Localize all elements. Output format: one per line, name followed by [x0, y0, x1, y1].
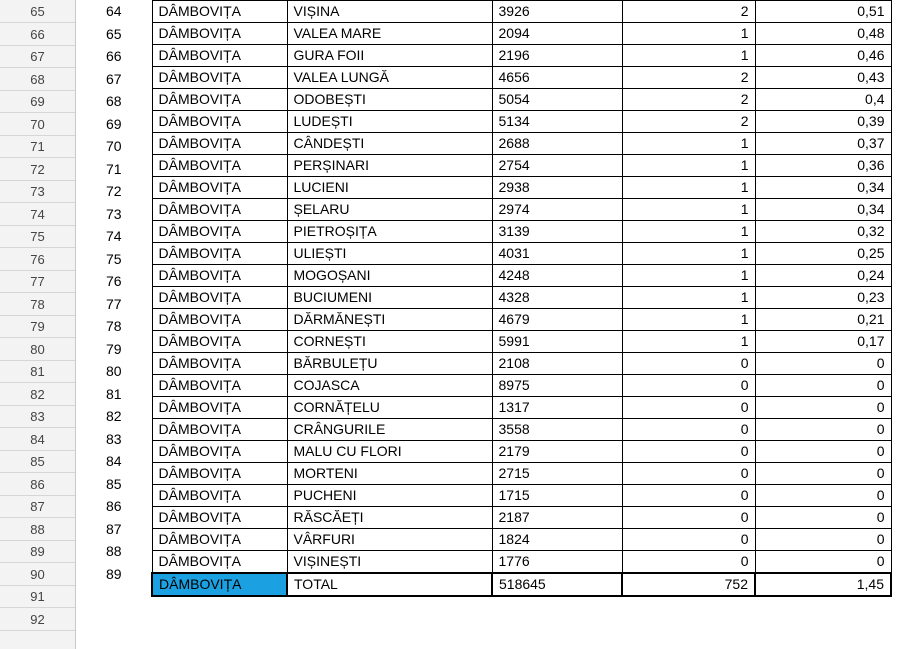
county-cell[interactable]: DÂMBOVIȚA	[152, 111, 287, 133]
locality-cell[interactable]: RĂSCĂEȚI	[287, 507, 492, 529]
row-index-cell[interactable]: 67	[106, 70, 122, 87]
row-header[interactable]: 86	[0, 473, 75, 496]
table-row	[152, 111, 891, 133]
row-header[interactable]: 73	[0, 180, 75, 203]
total-rate-cell[interactable]: 1,45	[755, 573, 891, 596]
row-header[interactable]: 92	[0, 608, 75, 631]
locality-cell[interactable]: CRÂNGURILE	[287, 419, 492, 441]
locality-cell[interactable]: PIETROȘIȚA	[287, 221, 492, 243]
population-cell[interactable]: 2108	[492, 353, 622, 375]
count-cell[interactable]: 1	[622, 265, 755, 287]
count-cell[interactable]: 0	[622, 375, 755, 397]
row-index-cell[interactable]: 89	[106, 565, 122, 582]
row-header[interactable]: 76	[0, 248, 75, 271]
population-cell[interactable]: 2715	[492, 463, 622, 485]
count-cell[interactable]: 1	[622, 45, 755, 67]
row-index-cell[interactable]: 76	[106, 273, 122, 289]
table-row	[152, 221, 891, 243]
row-header[interactable]: 77	[0, 270, 75, 293]
table-row	[152, 441, 891, 463]
row-header[interactable]: 75	[0, 225, 75, 248]
population-cell[interactable]: 8975	[492, 375, 622, 397]
row-index-cell[interactable]: 85	[106, 475, 122, 492]
count-cell[interactable]: 0	[622, 397, 755, 419]
row-index-cell[interactable]: 78	[106, 318, 122, 334]
county-cell[interactable]: DÂMBOVIȚA	[152, 67, 287, 89]
row-index-cell[interactable]: 70	[106, 138, 122, 154]
population-cell[interactable]: 2094	[492, 23, 622, 45]
locality-cell[interactable]: VALEA LUNGĂ	[287, 67, 492, 89]
row-header-column	[0, 0, 76, 649]
rate-cell[interactable]: 0,39	[755, 111, 891, 133]
row-header[interactable]: 90	[0, 563, 75, 586]
row-header[interactable]: 81	[0, 360, 75, 383]
table-row	[152, 23, 891, 45]
county-cell[interactable]: DÂMBOVIȚA	[152, 507, 287, 529]
locality-cell[interactable]: MORTENI	[287, 463, 492, 485]
data-table	[151, 0, 892, 597]
row-header[interactable]: 83	[0, 405, 75, 428]
row-header[interactable]: 65	[0, 0, 75, 23]
rate-cell[interactable]: 0,24	[755, 265, 891, 287]
county-cell[interactable]: DÂMBOVIȚA	[152, 353, 287, 375]
count-cell[interactable]: 2	[622, 89, 755, 111]
row-header[interactable]: 74	[0, 203, 75, 226]
locality-cell[interactable]: CORNEȘTI	[287, 331, 492, 353]
row-header[interactable]: 88	[0, 518, 75, 541]
row-index-cell[interactable]: 73	[106, 205, 122, 222]
county-cell[interactable]: DÂMBOVIȚA	[152, 331, 287, 353]
rate-cell[interactable]: 0	[755, 375, 891, 397]
row-index-cell[interactable]: 84	[106, 453, 122, 469]
count-cell[interactable]: 2	[622, 67, 755, 89]
county-cell[interactable]: DÂMBOVIȚA	[152, 551, 287, 574]
locality-cell[interactable]: ULIEȘTI	[287, 243, 492, 265]
locality-cell[interactable]: MOGOȘANI	[287, 265, 492, 287]
county-cell[interactable]: DÂMBOVIȚA	[152, 529, 287, 551]
locality-cell[interactable]: VÂRFURI	[287, 529, 492, 551]
row-header[interactable]: 72	[0, 158, 75, 181]
rate-cell[interactable]: 0	[755, 397, 891, 419]
county-cell[interactable]: DÂMBOVIȚA	[152, 485, 287, 507]
locality-cell[interactable]: VIȘINEȘTI	[287, 551, 492, 574]
row-header[interactable]: 70	[0, 113, 75, 136]
table-row	[152, 309, 891, 331]
table-row	[152, 45, 891, 67]
county-cell[interactable]: DÂMBOVIȚA	[152, 177, 287, 199]
county-cell[interactable]: DÂMBOVIȚA	[152, 243, 287, 265]
count-cell[interactable]: 1	[622, 23, 755, 45]
locality-cell[interactable]: BUCIUMENI	[287, 287, 492, 309]
rate-cell[interactable]: 0	[755, 551, 891, 574]
rate-cell[interactable]: 0,48	[755, 23, 891, 45]
population-cell[interactable]: 2688	[492, 133, 622, 155]
rate-cell[interactable]: 0,21	[755, 309, 891, 331]
total-county-cell[interactable]: DÂMBOVIȚA	[152, 573, 287, 596]
population-cell[interactable]: 1715	[492, 485, 622, 507]
rate-cell[interactable]: 0,37	[755, 133, 891, 155]
table-row	[152, 507, 891, 529]
locality-cell[interactable]: PUCHENI	[287, 485, 492, 507]
table-row	[152, 199, 891, 221]
locality-cell[interactable]: VIȘINA	[287, 1, 492, 23]
count-cell[interactable]: 2	[622, 1, 755, 23]
county-cell[interactable]: DÂMBOVIȚA	[152, 155, 287, 177]
count-cell[interactable]: 1	[622, 287, 755, 309]
rate-cell[interactable]: 0,51	[755, 1, 891, 23]
population-cell[interactable]: 1317	[492, 397, 622, 419]
table-row	[152, 551, 891, 574]
population-cell[interactable]: 1824	[492, 529, 622, 551]
count-cell[interactable]: 1	[622, 199, 755, 221]
table-row	[152, 529, 891, 551]
table-row	[152, 353, 891, 375]
county-cell[interactable]: DÂMBOVIȚA	[152, 45, 287, 67]
table-row	[152, 419, 891, 441]
count-cell[interactable]: 0	[622, 485, 755, 507]
row-header[interactable]: 71	[0, 135, 75, 158]
rate-cell[interactable]: 0,25	[755, 243, 891, 265]
row-index-cell[interactable]: 88	[106, 543, 122, 559]
population-cell[interactable]: 2187	[492, 507, 622, 529]
locality-cell[interactable]: ODOBEȘTI	[287, 89, 492, 111]
count-cell[interactable]: 0	[622, 419, 755, 441]
row-header[interactable]: 87	[0, 495, 75, 518]
rate-cell[interactable]: 0,23	[755, 287, 891, 309]
table-row	[152, 375, 891, 397]
population-cell[interactable]: 2974	[492, 199, 622, 221]
county-cell[interactable]: DÂMBOVIȚA	[152, 199, 287, 221]
population-cell[interactable]: 4656	[492, 67, 622, 89]
county-cell[interactable]: DÂMBOVIȚA	[152, 133, 287, 155]
row-header[interactable]: 78	[0, 293, 75, 316]
population-cell[interactable]: 2754	[492, 155, 622, 177]
county-cell[interactable]: DÂMBOVIȚA	[152, 397, 287, 419]
population-cell[interactable]: 4679	[492, 309, 622, 331]
row-index-cell[interactable]: 87	[106, 520, 122, 537]
locality-cell[interactable]: PERȘINARI	[287, 155, 492, 177]
rate-cell[interactable]: 0	[755, 441, 891, 463]
locality-cell[interactable]: LUCIENI	[287, 177, 492, 199]
count-cell[interactable]: 0	[622, 529, 755, 551]
count-cell[interactable]: 0	[622, 441, 755, 463]
locality-cell[interactable]: MALU CU FLORI	[287, 441, 492, 463]
locality-cell[interactable]: CÂNDEȘTI	[287, 133, 492, 155]
rate-cell[interactable]: 0,32	[755, 221, 891, 243]
locality-cell[interactable]: GURA FOII	[287, 45, 492, 67]
rate-cell[interactable]: 0,34	[755, 177, 891, 199]
count-cell[interactable]: 1	[622, 155, 755, 177]
county-cell[interactable]: DÂMBOVIȚA	[152, 265, 287, 287]
locality-cell[interactable]: CORNĂȚELU	[287, 397, 492, 419]
locality-cell[interactable]: COJASCA	[287, 375, 492, 397]
count-cell[interactable]: 1	[622, 243, 755, 265]
total-count-cell[interactable]: 752	[622, 573, 755, 596]
locality-cell[interactable]: DĂRMĂNEȘTI	[287, 309, 492, 331]
table-row	[152, 89, 891, 111]
count-cell[interactable]: 0	[622, 551, 755, 574]
row-header[interactable]: 80	[0, 338, 75, 361]
row-header[interactable]: 82	[0, 383, 75, 406]
rate-cell[interactable]: 0,17	[755, 331, 891, 353]
county-cell[interactable]: DÂMBOVIȚA	[152, 419, 287, 441]
row-index-cell[interactable]: 81	[106, 385, 122, 402]
row-header[interactable]: 79	[0, 315, 75, 338]
county-cell[interactable]: DÂMBOVIȚA	[152, 375, 287, 397]
population-cell[interactable]: 3926	[492, 1, 622, 23]
rate-cell[interactable]: 0	[755, 529, 891, 551]
county-cell[interactable]: DÂMBOVIȚA	[152, 441, 287, 463]
population-cell[interactable]: 3139	[492, 221, 622, 243]
population-cell[interactable]: 1776	[492, 551, 622, 574]
rate-cell[interactable]: 0,36	[755, 155, 891, 177]
rate-cell[interactable]: 0	[755, 507, 891, 529]
county-cell[interactable]: DÂMBOVIȚA	[152, 221, 287, 243]
count-cell[interactable]: 1	[622, 331, 755, 353]
locality-cell[interactable]: ȘELARU	[287, 199, 492, 221]
count-cell[interactable]: 1	[622, 221, 755, 243]
rate-cell[interactable]: 0	[755, 419, 891, 441]
table-row	[152, 67, 891, 89]
row-index-cell[interactable]: 72	[106, 183, 122, 199]
count-cell[interactable]: 1	[622, 177, 755, 199]
count-cell[interactable]: 0	[622, 353, 755, 375]
row-index-cell[interactable]: 74	[106, 228, 122, 244]
row-index-cell[interactable]: 69	[106, 115, 122, 132]
row-index-cell[interactable]: 68	[106, 93, 122, 109]
total-locality-cell[interactable]: TOTAL	[287, 573, 492, 596]
row-index-cell[interactable]: 77	[106, 295, 122, 312]
row-index-cell[interactable]: 64	[106, 3, 122, 19]
row-header[interactable]: 85	[0, 450, 75, 473]
row-index-cell[interactable]: 66	[106, 48, 122, 64]
table-row	[152, 1, 891, 23]
table-row	[152, 155, 891, 177]
count-cell[interactable]: 0	[622, 463, 755, 485]
row-index-cell[interactable]: 80	[106, 363, 122, 379]
row-header[interactable]: 68	[0, 68, 75, 91]
population-cell[interactable]: 4328	[492, 287, 622, 309]
table-row	[152, 243, 891, 265]
population-cell[interactable]: 2179	[492, 441, 622, 463]
rate-cell[interactable]: 0	[755, 353, 891, 375]
population-cell[interactable]: 3558	[492, 419, 622, 441]
row-index-cell[interactable]: 71	[106, 160, 122, 177]
county-cell[interactable]: DÂMBOVIȚA	[152, 309, 287, 331]
county-cell[interactable]: DÂMBOVIȚA	[152, 23, 287, 45]
count-cell[interactable]: 1	[622, 133, 755, 155]
population-cell[interactable]: 5134	[492, 111, 622, 133]
rate-cell[interactable]: 0,34	[755, 199, 891, 221]
county-cell[interactable]: DÂMBOVIȚA	[152, 287, 287, 309]
row-index-cell[interactable]: 83	[106, 430, 122, 447]
total-row	[152, 573, 891, 596]
row-index-cell[interactable]: 65	[106, 25, 122, 42]
row-index-cell[interactable]: 75	[106, 250, 122, 267]
count-cell[interactable]: 2	[622, 111, 755, 133]
row-header[interactable]: 69	[0, 90, 75, 113]
locality-cell[interactable]: LUDEȘTI	[287, 111, 492, 133]
table-row	[152, 177, 891, 199]
table-row	[152, 265, 891, 287]
row-index-cell[interactable]: 82	[106, 408, 122, 424]
population-cell[interactable]: 5054	[492, 89, 622, 111]
row-header[interactable]: 84	[0, 428, 75, 451]
population-cell[interactable]: 2938	[492, 177, 622, 199]
row-header[interactable]: 91	[0, 585, 75, 608]
table-row	[152, 485, 891, 507]
table-row	[152, 463, 891, 485]
rate-cell[interactable]: 0,4	[755, 89, 891, 111]
locality-cell[interactable]: BĂRBULEȚU	[287, 353, 492, 375]
county-cell[interactable]: DÂMBOVIȚA	[152, 463, 287, 485]
row-header[interactable]: 66	[0, 23, 75, 46]
population-cell[interactable]: 4031	[492, 243, 622, 265]
rate-cell[interactable]: 0,46	[755, 45, 891, 67]
row-index-cell[interactable]: 79	[106, 340, 122, 357]
rate-cell[interactable]: 0	[755, 485, 891, 507]
row-header[interactable]: 67	[0, 45, 75, 68]
total-population-cell[interactable]: 518645	[492, 573, 622, 596]
population-cell[interactable]: 2196	[492, 45, 622, 67]
rate-cell[interactable]: 0	[755, 463, 891, 485]
population-cell[interactable]: 5991	[492, 331, 622, 353]
locality-cell[interactable]: VALEA MARE	[287, 23, 492, 45]
row-index-cell[interactable]: 86	[106, 498, 122, 514]
table-row	[152, 397, 891, 419]
population-cell[interactable]: 4248	[492, 265, 622, 287]
table-row	[152, 133, 891, 155]
count-cell[interactable]: 1	[622, 309, 755, 331]
table-row	[152, 287, 891, 309]
count-cell[interactable]: 0	[622, 507, 755, 529]
county-cell[interactable]: DÂMBOVIȚA	[152, 89, 287, 111]
table-row	[152, 331, 891, 353]
county-cell[interactable]: DÂMBOVIȚA	[152, 1, 287, 23]
rate-cell[interactable]: 0,43	[755, 67, 891, 89]
row-header[interactable]: 89	[0, 540, 75, 563]
